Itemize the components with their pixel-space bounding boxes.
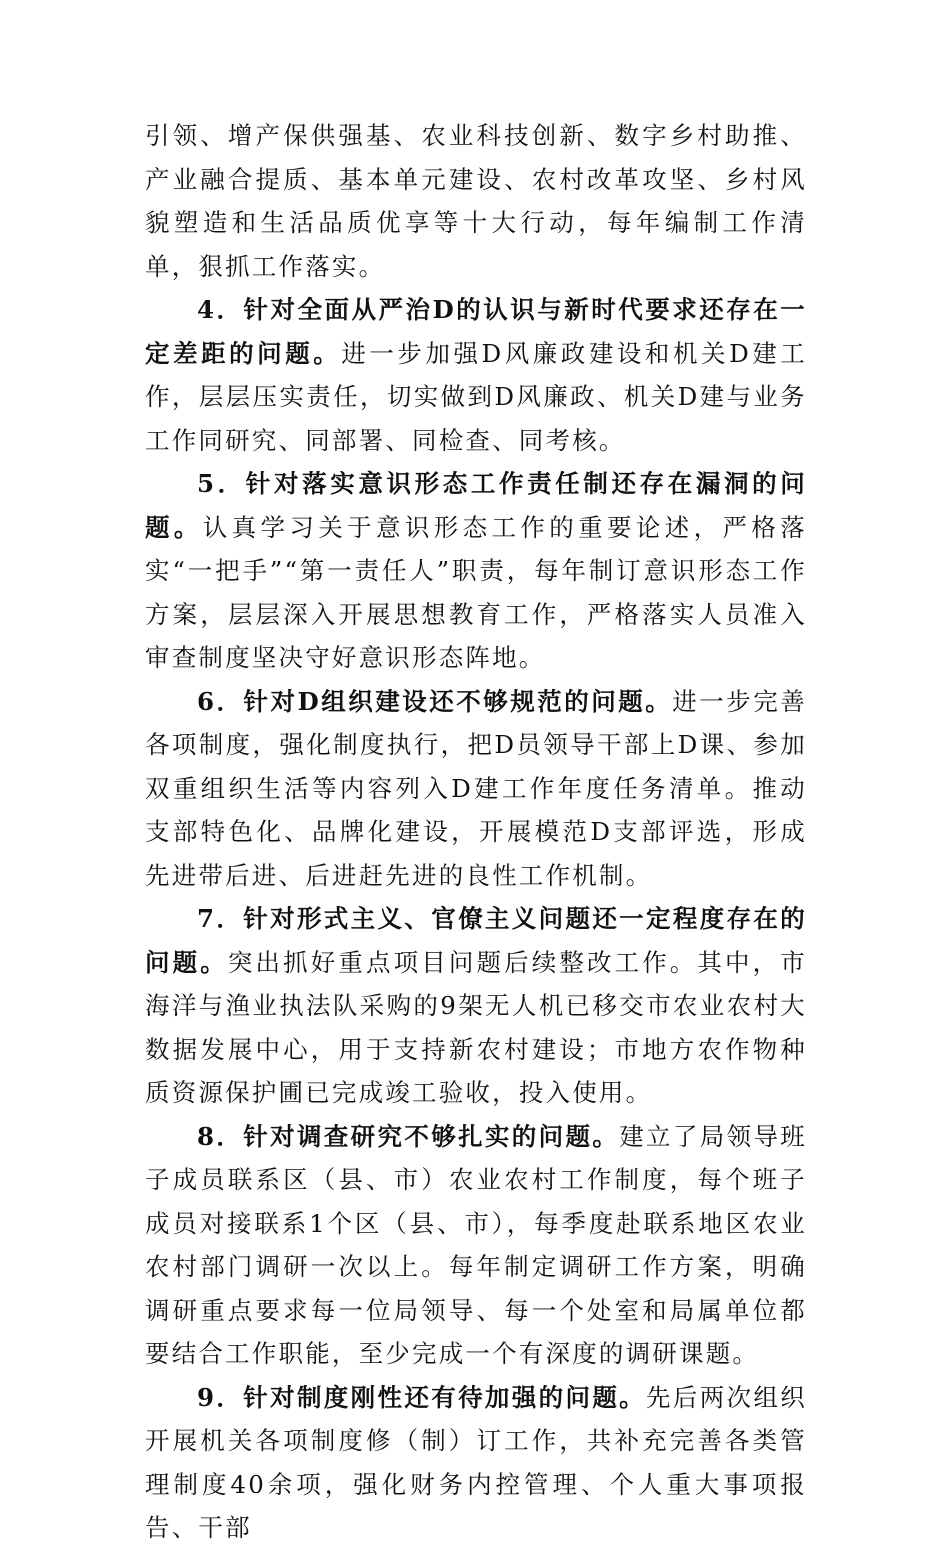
paragraph-heading: 9．针对制度刚性还有待加强的问题。: [197, 1382, 647, 1412]
paragraph-heading: 7．针对形式主义、官僚主义问题还一定程度存在的问题。: [145, 904, 807, 977]
paragraph-item-9: [145, 1376, 807, 1550]
paragraph-item-6: [145, 680, 807, 898]
paragraph-text: 引领、增产保供强基、农业科技创新、数字乡村助推、产业融合提质、基本单元建设、农村改革攻坚、乡村风貌塑造和生活品质优享等十大行动，每年编制工作清单，狠抓工作落实。: [145, 121, 807, 281]
paragraph-item-4: [145, 288, 807, 462]
paragraph-text: 认真学习关于意识形态工作的重要论述，严格落实“一把手”“第一责任人”职责，每年制订意识形态工作方案，层层深入开展思想教育工作，严格落实人员准入审查制度坚决守好意识形态阵地。: [145, 512, 808, 672]
document-body: [145, 114, 807, 1550]
paragraph-heading: 5．针对落实意识形态工作责任制还存在漏洞的问题。: [145, 469, 807, 542]
paragraph-text: 建立了局领导班子成员联系区（县、市）农业农村工作制度，每个班子成员对接联系1个区（县、市），每季度赴联系地区农业农村部门调研一次以上。每年制定调研工作方案，明确调研重点要求每一位局领导、每一个处室和局属单位都要结合工作职能，至少完成一个有深度的调研课题。: [145, 1121, 807, 1368]
paragraph-item-5: [145, 462, 807, 680]
paragraph-item-7: [145, 897, 807, 1115]
paragraph-continuation: [145, 114, 807, 288]
paragraph-item-8: [145, 1115, 807, 1376]
paragraph-heading: 8．针对调查研究不够扎实的问题。: [197, 1121, 620, 1151]
paragraph-text: 先后两次组织开展机关各项制度修（制）订工作，共补充完善各类管理制度40余项，强化财务内控管理、个人重大事项报告、干部: [145, 1382, 807, 1542]
paragraph-text: 进一步完善各项制度，强化制度执行，把D员领导干部上D课、参加双重组织生活等内容列入D建工作年度任务清单。推动支部特色化、品牌化建设，开展模范D支部评选，形成先进带后进、后进赶先进的良性工作机制。: [145, 686, 807, 890]
paragraph-heading: 6．针对D组织建设还不够规范的问题。: [197, 686, 673, 716]
paragraph-text: 进一步加强D风廉政建设和机关D建工作，层层压实责任，切实做到D风廉政、机关D建与业务工作同研究、同部署、同检查、同考核。: [145, 338, 807, 455]
paragraph-heading: 4．针对全面从严治D的认识与新时代要求还存在一定差距的问题。: [145, 295, 807, 368]
paragraph-text: 突出抓好重点项目问题后续整改工作。其中，市海洋与渔业执法队采购的9架无人机已移交市农业农村大数据发展中心，用于支持新农村建设；市地方农作物种质资源保护圃已完成竣工验收，投入使用。: [145, 947, 807, 1107]
